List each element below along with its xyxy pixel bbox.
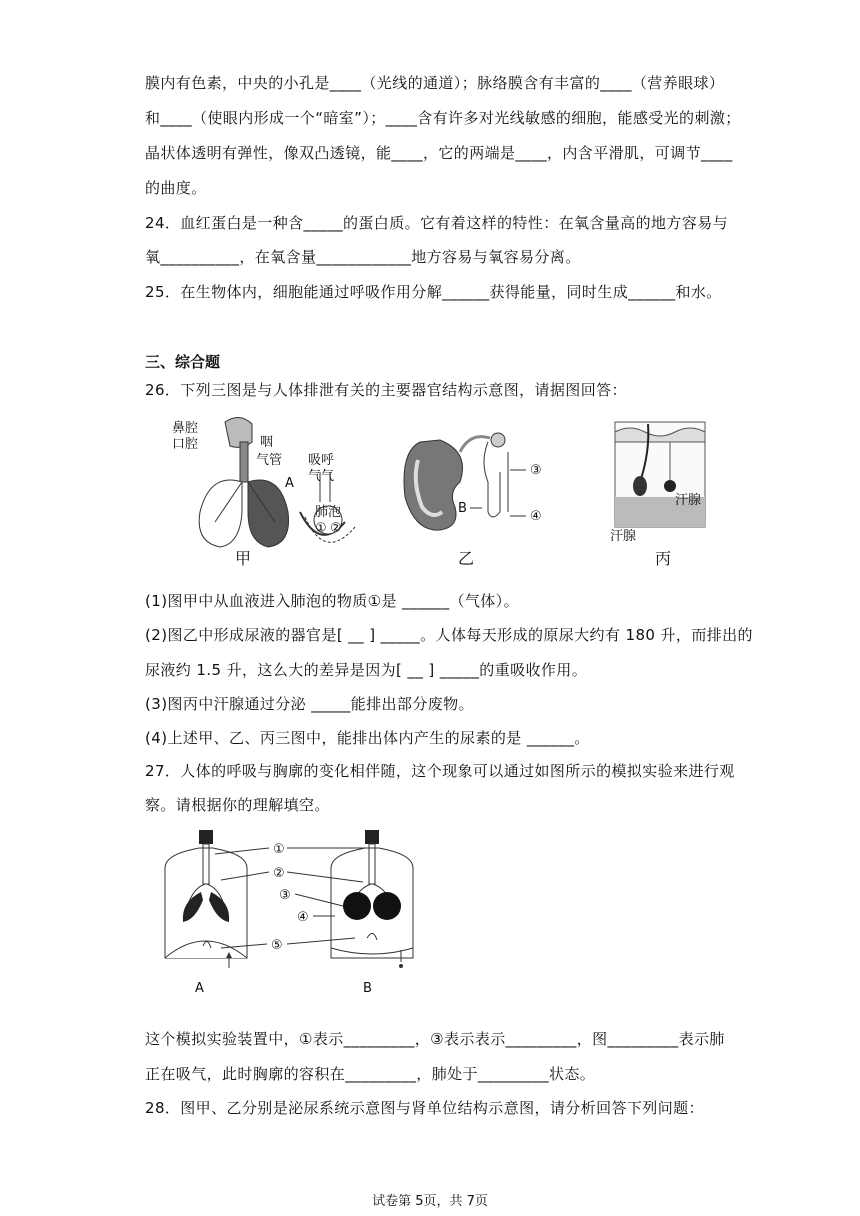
label-model-5: ⑤ [271,938,283,953]
question-26-item-3: (3)图丙中汗腺通过分泌 _____能排出部分废物。 [145,695,474,713]
caption-yi: 乙 [458,549,475,568]
question-28-intro: 28．图甲、乙分别是泌尿系统示意图与肾单位结构示意图，请分析回答下列问题： [145,1099,704,1117]
question-24-line-1: 24．血红蛋白是一种含_____的蛋白质。它有着这样的特性：在氧含量高的地方容易与 [145,214,728,232]
text-line-2: 和____（使眼内形成一个“暗室”）；____含有许多对光线敏感的细胞，能感受光的刺激； [145,109,741,127]
label-oral-cavity: 口腔 [172,437,199,452]
caption-model-b: B [363,981,372,996]
question-27-text-line-2: 正在吸气，此时胸廓的容积在_________，肺处于_________状态。 [145,1065,596,1083]
question-26-item-4: (4)上述甲、乙、丙三图中，能排出体内产生的尿素的是 ______。 [145,729,590,747]
question-24-line-2: 氧__________，在氧含量____________地方容易与氧容易分离。 [145,248,581,266]
label-sweat-gland-right: 汗腺 [675,493,702,508]
figure-jia [172,417,355,568]
label-2: ② [330,521,342,536]
figure-bing [610,422,705,568]
excretion-organs-figure [170,412,730,572]
question-27-text-line-1: 这个模拟实验装置中，①表示_________，③表示表示_________，图_________表示肺 [145,1030,725,1048]
section-3-title: 三、综合题 [145,353,221,371]
question-26-item-1: (1)图甲中从血液进入肺泡的物质①是 ______（气体）。 [145,592,519,610]
label-model-1: ① [273,842,285,857]
label-model-4: ④ [297,910,309,925]
label-model-3: ③ [279,888,291,903]
model-a [165,830,247,996]
question-26-intro: 26．下列三图是与人体排泄有关的主要器官结构示意图，请据图回答： [145,381,627,399]
page-footer: 试卷第 5页，共 7页 [372,1194,488,1209]
label-sweat-gland-bottom: 汗腺 [610,529,637,544]
label-4: ④ [530,509,542,524]
model-b [331,830,413,996]
label-a: A [285,476,294,491]
question-26-item-2-line-1: (2)图乙中形成尿液的器官是[ __ ] _____。人体每天形成的原尿大约有 180 升，而排出的 [145,626,753,644]
question-27-intro-line-1: 27．人体的呼吸与胸廓的变化相伴随，这个现象可以通过如图所示的模拟实验来进行观 [145,762,735,780]
caption-jia: 甲 [235,549,252,568]
text-line-3: 晶状体透明有弹性，像双凸透镜，能____，它的两端是____，内含平滑肌，可调节____ [145,144,733,162]
figure-yi [404,433,542,568]
text-line-4: 的曲度。 [145,179,207,197]
question-27-intro-line-2: 察。请根据你的理解填空。 [145,796,330,814]
caption-model-a: A [195,981,204,996]
label-alveolus: 肺泡 [315,505,342,520]
caption-bing: 丙 [655,549,672,568]
label-1: ① [315,521,327,536]
label-pharynx: 咽 [260,435,274,450]
question-26-item-2-line-2: 尿液约 1.5 升，这么大的差异是因为[ __ ] _____的重吸收作用。 [145,661,588,679]
label-b: B [458,501,467,516]
label-breath-1: 吸呼 [308,453,335,468]
text-line-1: 膜内有色素，中央的小孔是____（光线的通道）；脉络膜含有丰富的____（营养眼球） [145,74,725,92]
question-25: 25．在生物体内，细胞能通过呼吸作用分解______获得能量，同时生成______和水。 [145,283,722,301]
breathing-model-figure [145,828,445,1008]
label-breath-2: 气气 [308,469,335,484]
label-trachea: 气管 [256,453,283,468]
label-nasal-cavity: 鼻腔 [172,421,199,436]
label-model-2: ② [273,866,285,881]
label-3: ③ [530,463,542,478]
